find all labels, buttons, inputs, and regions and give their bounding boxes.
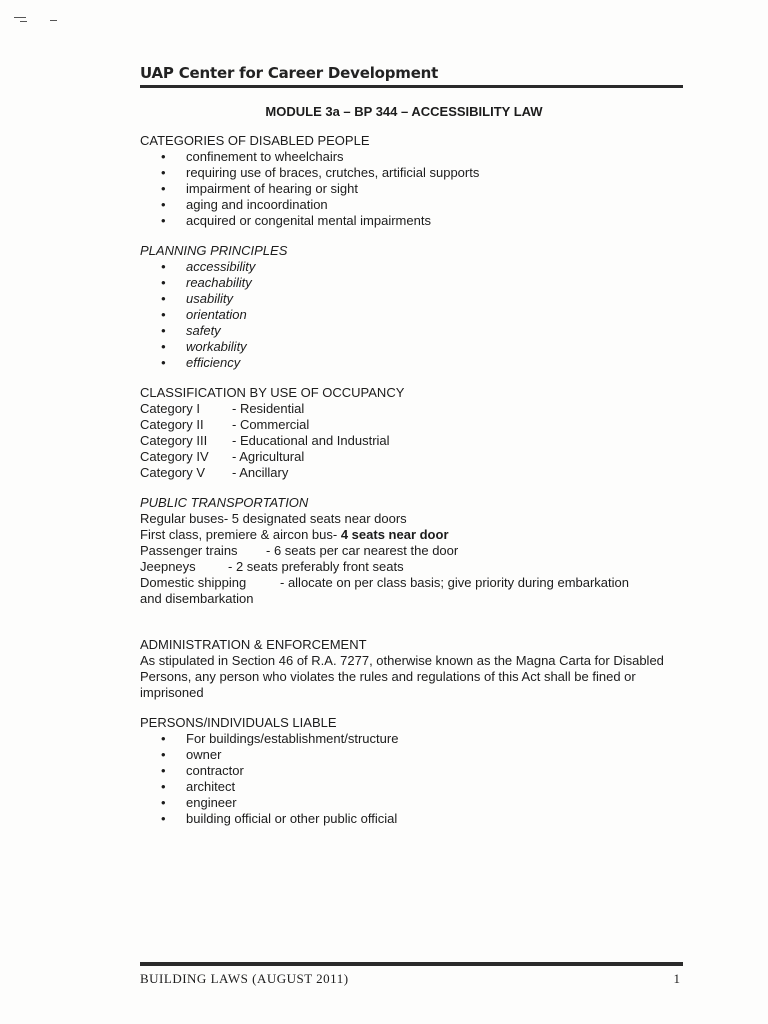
classification-section xyxy=(140,385,700,481)
list-item: • usability xyxy=(140,291,700,307)
list-item: • safety xyxy=(140,323,700,339)
list-item: • orientation xyxy=(140,307,700,323)
transport-line-label: Passenger trains xyxy=(140,543,238,558)
scan-speck xyxy=(20,21,27,22)
administration-heading: ADMINISTRATION & ENFORCEMENT xyxy=(140,637,367,652)
transport-line-value: 4 seats near door xyxy=(340,527,449,542)
category-row xyxy=(140,449,700,465)
category-name: Category V xyxy=(140,465,206,480)
list-item: • owner xyxy=(140,747,700,763)
category-row xyxy=(140,465,700,481)
list-item: • For buildings/establishment/structure xyxy=(140,731,700,747)
liable-list xyxy=(140,731,700,827)
page-number: 1 xyxy=(673,971,680,986)
header-rule xyxy=(140,85,683,88)
list-item: • acquired or congenital mental impairments xyxy=(140,213,700,229)
transport-line-value: - 2 seats preferably front seats xyxy=(228,559,404,574)
category-row xyxy=(140,401,700,417)
transport-heading: PUBLIC TRANSPORTATION xyxy=(140,495,309,510)
transport-line-value: - 6 seats per car nearest the door xyxy=(266,543,459,558)
footer-title: BUILDING LAWS (AUGUST 2011) xyxy=(140,971,349,986)
list-item: • impairment of hearing or sight xyxy=(140,181,700,197)
category-name: Category IV xyxy=(140,449,209,464)
list-item: • efficiency xyxy=(140,355,700,371)
transport-section xyxy=(140,495,700,607)
liable-heading: PERSONS/INDIVIDUALS LIABLE xyxy=(140,715,337,730)
list-item: • architect xyxy=(140,779,700,795)
liable-section xyxy=(140,715,700,827)
transport-line-label: Domestic shipping xyxy=(140,575,247,590)
categories-section xyxy=(140,133,700,229)
list-item: • reachability xyxy=(140,275,700,291)
category-value: - Commercial xyxy=(232,417,310,432)
scan-speck xyxy=(14,17,26,18)
category-row xyxy=(140,417,700,433)
list-item: • accessibility xyxy=(140,259,700,275)
transport-line xyxy=(140,575,700,591)
transport-line xyxy=(140,543,700,559)
list-item: • contractor xyxy=(140,763,700,779)
categories-list xyxy=(140,149,700,229)
list-item: • aging and incoordination xyxy=(140,197,700,213)
list-item: • confinement to wheelchairs xyxy=(140,149,700,165)
transport-line-label: First class, premiere & aircon bus- xyxy=(140,527,341,542)
category-name: Category III xyxy=(140,433,208,448)
list-item: • workability xyxy=(140,339,700,355)
transport-line: and disembarkation xyxy=(140,591,254,606)
planning-section xyxy=(140,243,700,371)
administration-text: As stipulated in Section 46 of R.A. 7277, otherwise known as the Magna Carta for Disabled Persons, any person who violates the rules and regulations of this Act shall be fined or imprisoned xyxy=(140,653,664,700)
category-value: - Agricultural xyxy=(232,449,305,464)
list-item: • building official or other public official xyxy=(140,811,700,827)
transport-line-value: - allocate on per class basis; give priority during embarkation xyxy=(280,575,630,590)
category-value: - Educational and Industrial xyxy=(232,433,390,448)
footer-rule xyxy=(140,962,683,966)
category-value: - Residential xyxy=(232,401,305,416)
category-name: Category II xyxy=(140,417,204,432)
planning-heading: PLANNING PRINCIPLES xyxy=(140,243,288,258)
categories-heading: CATEGORIES OF DISABLED PEOPLE xyxy=(140,133,370,148)
classification-heading: CLASSIFICATION BY USE OF OCCUPANCY xyxy=(140,385,405,400)
list-item: • requiring use of braces, crutches, artificial supports xyxy=(140,165,700,181)
planning-list xyxy=(140,259,700,371)
category-row xyxy=(140,433,700,449)
transport-line xyxy=(140,527,700,543)
header-title: UAP Center for Career Development xyxy=(140,64,439,82)
transport-line xyxy=(140,559,700,575)
document-body xyxy=(140,133,700,827)
module-title: MODULE 3a – BP 344 – ACCESSIBILITY LAW xyxy=(265,104,543,119)
transport-line-label: Jeepneys xyxy=(140,559,196,574)
category-name: Category I xyxy=(140,401,200,416)
list-item: • engineer xyxy=(140,795,700,811)
scan-speck xyxy=(50,20,57,21)
transport-line: Regular buses- 5 designated seats near doors xyxy=(140,511,407,526)
category-value: - Ancillary xyxy=(232,465,289,480)
administration-section xyxy=(140,637,700,701)
